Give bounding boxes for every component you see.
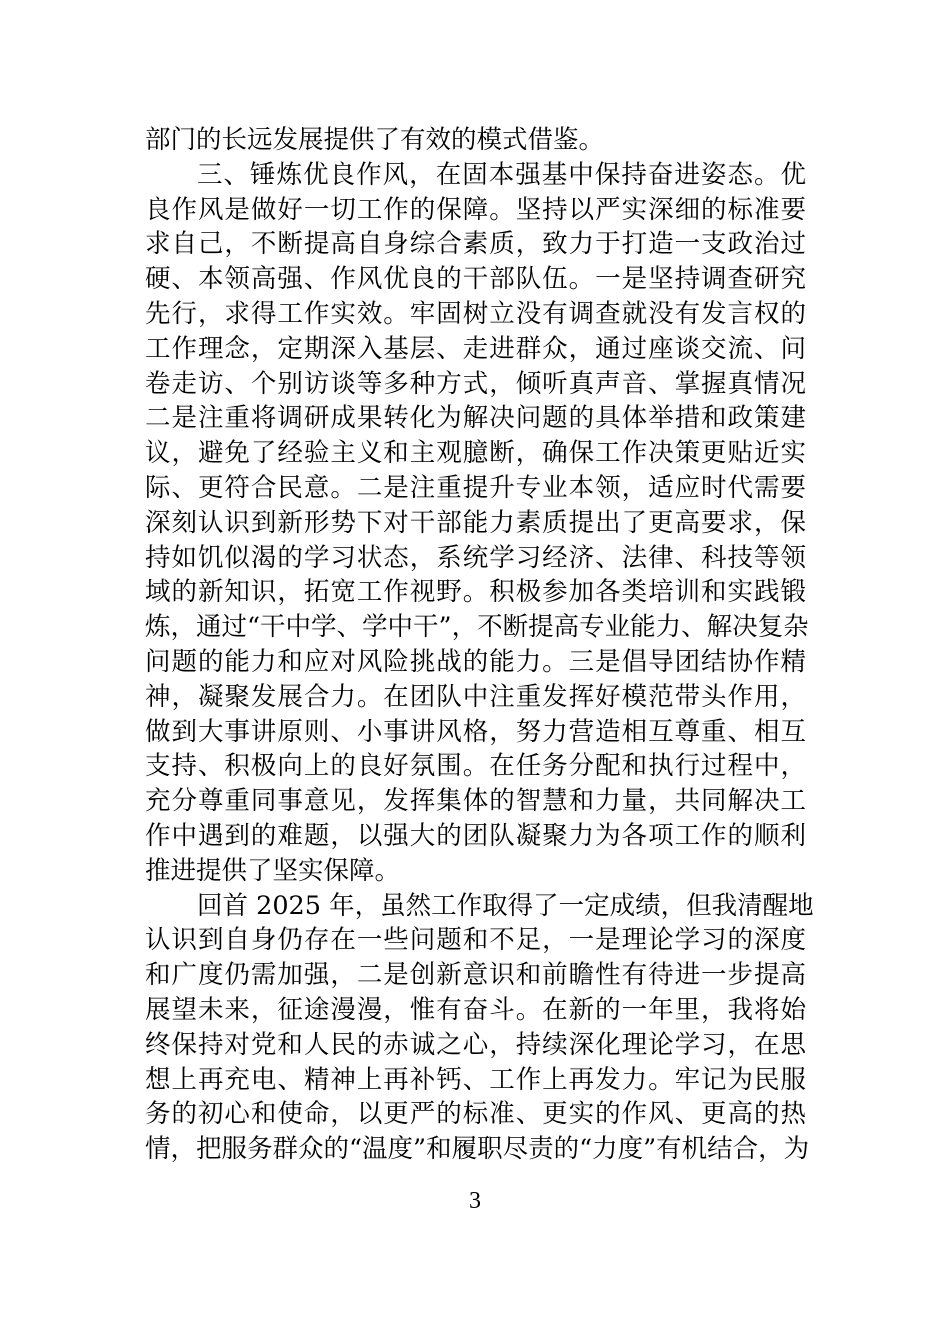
text-line: 深刻认识到新形势下对干部能力素质提出了更高要求，保 (145, 507, 806, 538)
text-line: 良作风是做好一切工作的保障。坚持以严实深细的标准要 (145, 194, 806, 225)
text-line: 充分尊重同事意见，发挥集体的智慧和力量，共同解决工 (145, 786, 806, 817)
text-line: 回首 2025 年，虽然工作取得了一定成绩，但我清醒地 (197, 890, 814, 921)
text-line: 域的新知识，拓宽工作视野。积极参加各类培训和实践锻 (145, 577, 806, 608)
text-line: 部门的长远发展提供了有效的模式借鉴。 (145, 125, 605, 155)
text-line: 务的初心和使命，以更严的标准、更实的作风、更高的热 (145, 1099, 806, 1130)
body-text (145, 123, 814, 1167)
text-line: 三、锤炼优良作风，在固本强基中保持奋进姿态。优 (197, 159, 806, 190)
text-line: 神，凝聚发展合力。在团队中注重发挥好模范带头作用， (145, 681, 806, 712)
text-line: 推进提供了坚实保障。 (145, 855, 401, 886)
text-line: 炼，通过“干中学、学中干”，不断提高专业能力、解决复杂 (145, 612, 809, 643)
page-number: 3 (469, 1188, 481, 1214)
text-line: 议，避免了经验主义和主观臆断，确保工作决策更贴近实 (145, 438, 806, 469)
text-line: 先行，求得工作实效。牢固树立没有调查就没有发言权的 (145, 298, 806, 329)
text-line: 作中遇到的难题，以强大的团队凝聚力为各项工作的顺利 (145, 820, 806, 851)
text-line: 硬、本领高强、作风优良的干部队伍。一是坚持调查研究 (145, 264, 806, 295)
text-line: 终保持对党和人民的赤诚之心，持续深化理论学习，在思 (145, 1029, 806, 1060)
text-line: 认识到自身仍存在一些问题和不足，一是理论学习的深度 (145, 925, 806, 956)
text-line: 做到大事讲原则、小事讲风格，努力营造相互尊重、相互 (145, 716, 806, 747)
text-line: 情，把服务群众的“温度”和履职尽责的“力度”有机结合，为 (145, 1134, 810, 1165)
text-line: 际、更符合民意。二是注重提升专业本领，适应时代需要 (145, 472, 806, 503)
text-line: 想上再充电、精神上再补钙、工作上再发力。牢记为民服 (145, 1064, 806, 1095)
text-line: 支持、积极向上的良好氛围。在任务分配和执行过程中， (145, 751, 806, 782)
text-line: 二是注重将调研成果转化为解决问题的具体举措和政策建 (145, 403, 806, 434)
text-line: 问题的能力和应对风险挑战的能力。三是倡导团结协作精 (145, 646, 806, 677)
text-line: 持如饥似渴的学习状态，系统学习经济、法律、科技等领 (145, 542, 806, 573)
text-line: 和广度仍需加强，二是创新意识和前瞻性有待进一步提高 (145, 960, 806, 991)
text-line: 工作理念，定期深入基层、走进群众，通过座谈交流、问 (145, 333, 806, 364)
text-line: 卷走访、个别访谈等多种方式，倾听真声音、掌握真情况 (145, 368, 806, 399)
text-line: 展望未来，征途漫漫，惟有奋斗。在新的一年里，我将始 (145, 994, 806, 1025)
text-line: 求自己，不断提高自身综合素质，致力于打造一支政治过 (145, 229, 806, 260)
